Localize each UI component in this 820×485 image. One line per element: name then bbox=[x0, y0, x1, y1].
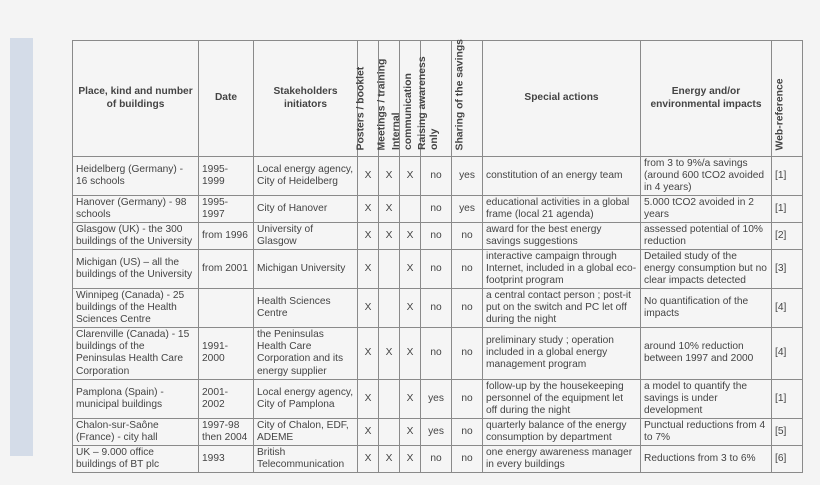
header-sharing-label: Sharing of the savings bbox=[454, 38, 466, 150]
cell-raising: no bbox=[421, 289, 452, 328]
table-row bbox=[73, 379, 803, 418]
case-studies-table bbox=[72, 40, 803, 473]
watermark-text bbox=[10, 0, 33, 61]
table-row bbox=[73, 157, 803, 196]
cell-sharing: no bbox=[452, 445, 483, 472]
cell-web-reference: [4] bbox=[772, 328, 803, 379]
cell-special-actions: one energy awareness manager in every buildings bbox=[483, 445, 641, 472]
cell-special-actions: interactive campaign through Internet, included in a global eco-footprint program bbox=[483, 250, 641, 289]
cell-stakeholders: Health Sciences Centre bbox=[254, 289, 358, 328]
cell-place: Glasgow (UK) - the 300 buildings of the University bbox=[73, 223, 199, 250]
cell-impacts: Punctual reductions from 4 to 7% bbox=[641, 418, 772, 445]
header-date: Date bbox=[199, 41, 254, 157]
cell-sharing: no bbox=[452, 223, 483, 250]
cell-meetings bbox=[379, 289, 400, 328]
cell-raising: no bbox=[421, 328, 452, 379]
cell-special-actions: preliminary study ; operation included in a global energy management program bbox=[483, 328, 641, 379]
header-web-reference bbox=[772, 41, 803, 157]
cell-web-reference: [5] bbox=[772, 418, 803, 445]
cell-raising: yes bbox=[421, 418, 452, 445]
cell-place: Chalon-sur-Saône (France) - city hall bbox=[73, 418, 199, 445]
cell-sharing: no bbox=[452, 289, 483, 328]
cell-internal: X bbox=[400, 445, 421, 472]
header-impacts: Energy and/or environmental impacts bbox=[641, 41, 772, 157]
cell-internal: X bbox=[400, 250, 421, 289]
cell-stakeholders: City of Hanover bbox=[254, 196, 358, 223]
cell-raising: no bbox=[421, 157, 452, 196]
header-internal-communication-label: Internal communication bbox=[391, 73, 415, 150]
cell-impacts: 5.000 tCO2 avoided in 2 years bbox=[641, 196, 772, 223]
table-row bbox=[73, 223, 803, 250]
cell-internal: X bbox=[400, 418, 421, 445]
cell-place: Heidelberg (Germany) - 16 schools bbox=[73, 157, 199, 196]
cell-place: Winnipeg (Canada) - 25 buildings of the Health Sciences Centre bbox=[73, 289, 199, 328]
cell-special-actions: a central contact person ; post-it put on the switch and PC let off during the night bbox=[483, 289, 641, 328]
cell-sharing: no bbox=[452, 250, 483, 289]
table-body bbox=[73, 157, 803, 473]
header-web-reference-label: Web-reference bbox=[774, 78, 786, 150]
cell-sharing: yes bbox=[452, 196, 483, 223]
cell-web-reference: [1] bbox=[772, 157, 803, 196]
table-header bbox=[73, 38, 803, 157]
cell-stakeholders: Local energy agency, City of Heidelberg bbox=[254, 157, 358, 196]
cell-date: from 1996 bbox=[199, 223, 254, 250]
cell-date: 1995-1997 bbox=[199, 196, 254, 223]
cell-impacts: from 3 to 9%/a savings (around 600 tCO2 avoided in 4 years) bbox=[641, 157, 772, 196]
cell-sharing: yes bbox=[452, 157, 483, 196]
cell-meetings: X bbox=[379, 157, 400, 196]
header-raising-awareness-only bbox=[417, 41, 452, 157]
cell-place: Michigan (US) – all the buildings of the University bbox=[73, 250, 199, 289]
cell-web-reference: [1] bbox=[772, 379, 803, 418]
cell-stakeholders: City of Chalon, EDF, ADEME bbox=[254, 418, 358, 445]
cell-posters: X bbox=[358, 328, 379, 379]
table-row bbox=[73, 250, 803, 289]
cell-internal: X bbox=[400, 379, 421, 418]
cell-internal: X bbox=[400, 328, 421, 379]
cell-internal: X bbox=[400, 289, 421, 328]
table-row bbox=[73, 196, 803, 223]
cell-meetings: X bbox=[379, 196, 400, 223]
cell-date: from 2001 bbox=[199, 250, 254, 289]
cell-raising: no bbox=[421, 445, 452, 472]
cell-stakeholders: the Peninsulas Health Care Corporation and its energy supplier bbox=[254, 328, 358, 379]
cell-place: Clarenville (Canada) - 15 buildings of the Peninsulas Health Care Corporation bbox=[73, 328, 199, 379]
header-posters bbox=[355, 41, 379, 157]
cell-raising: no bbox=[421, 250, 452, 289]
cell-date: 1991-2000 bbox=[199, 328, 254, 379]
cell-sharing: no bbox=[452, 328, 483, 379]
cell-posters: X bbox=[358, 223, 379, 250]
cell-special-actions: quarterly balance of the energy consumption by department bbox=[483, 418, 641, 445]
cell-meetings: X bbox=[379, 445, 400, 472]
table-row bbox=[73, 289, 803, 328]
table-row bbox=[73, 445, 803, 472]
cell-stakeholders: University of Glasgow bbox=[254, 223, 358, 250]
cell-impacts: No quantification of the impacts bbox=[641, 289, 772, 328]
cell-raising: no bbox=[421, 196, 452, 223]
watermark-band bbox=[10, 38, 33, 456]
cell-special-actions: follow-up by the housekeeping personnel of the equipment let off during the night bbox=[483, 379, 641, 418]
cell-internal bbox=[400, 196, 421, 223]
cell-impacts: Detailed study of the energy consumption but no clear impacts detected bbox=[641, 250, 772, 289]
header-stakeholders: Stakeholders initiators bbox=[254, 41, 358, 157]
cell-posters: X bbox=[358, 250, 379, 289]
cell-date: 1993 bbox=[199, 445, 254, 472]
cell-web-reference: [3] bbox=[772, 250, 803, 289]
cell-web-reference: [2] bbox=[772, 223, 803, 250]
cell-meetings: X bbox=[379, 223, 400, 250]
cell-posters: X bbox=[358, 379, 379, 418]
cell-stakeholders: Local energy agency, City of Pamplona bbox=[254, 379, 358, 418]
cell-impacts: Reductions from 3 to 6% bbox=[641, 445, 772, 472]
header-row bbox=[73, 41, 803, 157]
cell-web-reference: [6] bbox=[772, 445, 803, 472]
header-sharing-of-savings bbox=[452, 38, 483, 157]
table-row bbox=[73, 418, 803, 445]
cell-meetings bbox=[379, 418, 400, 445]
cell-impacts: a model to quantify the savings is under development bbox=[641, 379, 772, 418]
cell-stakeholders: Michigan University bbox=[254, 250, 358, 289]
cell-impacts: around 10% reduction between 1997 and 2000 bbox=[641, 328, 772, 379]
cell-posters: X bbox=[358, 289, 379, 328]
cell-meetings bbox=[379, 250, 400, 289]
cell-internal: X bbox=[400, 157, 421, 196]
table-container bbox=[72, 40, 801, 473]
cell-internal: X bbox=[400, 223, 421, 250]
cell-posters: X bbox=[358, 445, 379, 472]
cell-impacts: assessed potential of 10% reduction bbox=[641, 223, 772, 250]
cell-sharing: no bbox=[452, 379, 483, 418]
cell-posters: X bbox=[358, 157, 379, 196]
cell-posters: X bbox=[358, 196, 379, 223]
cell-date: 1997-98 then 2004 bbox=[199, 418, 254, 445]
cell-posters: X bbox=[358, 418, 379, 445]
cell-sharing: no bbox=[452, 418, 483, 445]
cell-special-actions: award for the best energy savings suggestions bbox=[483, 223, 641, 250]
cell-meetings: X bbox=[379, 328, 400, 379]
table-row bbox=[73, 328, 803, 379]
cell-place: Hanover (Germany) - 98 schools bbox=[73, 196, 199, 223]
cell-place: UK – 9.000 office buildings of BT plc bbox=[73, 445, 199, 472]
cell-special-actions: educational activities in a global frame (local 21 agenda) bbox=[483, 196, 641, 223]
cell-raising: no bbox=[421, 223, 452, 250]
cell-date: 1995-1999 bbox=[199, 157, 254, 196]
header-special-actions: Special actions bbox=[483, 41, 641, 157]
header-place: Place, kind and number of buildings bbox=[73, 41, 199, 157]
cell-raising: yes bbox=[421, 379, 452, 418]
cell-meetings bbox=[379, 379, 400, 418]
cell-date bbox=[199, 289, 254, 328]
cell-stakeholders: British Telecommunication bbox=[254, 445, 358, 472]
header-posters-label: Posters / booklet bbox=[355, 66, 367, 150]
cell-web-reference: [4] bbox=[772, 289, 803, 328]
header-meetings-label: Meetings / training bbox=[376, 58, 388, 150]
cell-special-actions: constitution of an energy team bbox=[483, 157, 641, 196]
cell-web-reference: [1] bbox=[772, 196, 803, 223]
cell-place: Pamplona (Spain) - municipal buildings bbox=[73, 379, 199, 418]
cell-date: 2001-2002 bbox=[199, 379, 254, 418]
header-raising-awareness-label: Raising awareness only bbox=[417, 56, 441, 150]
